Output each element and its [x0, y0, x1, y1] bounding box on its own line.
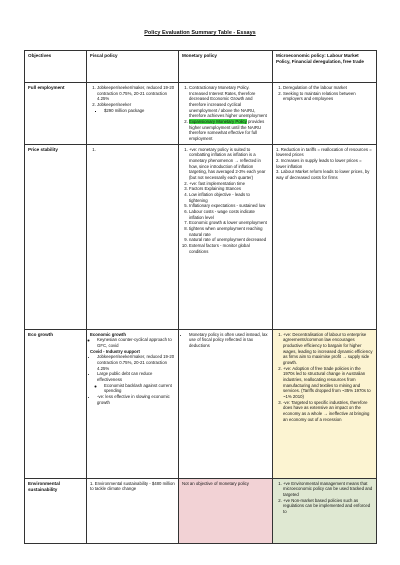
list-item: ◦ Keynesian counter-cyclical approach to GFC, covid	[97, 337, 175, 348]
page-title: Policy Evaluation Summary Table - Essays	[144, 30, 256, 36]
list-item: 5. Inflationary expectations - sustained low	[189, 203, 269, 209]
list-item: 1. Deregulation of the labour market	[283, 85, 373, 91]
list-item: 10. External factors - monitor global conditions	[189, 243, 269, 254]
list-item-text: Large public debt can reduce effectiveness	[97, 371, 153, 383]
list-item: 2. +ve: fast implementation time	[189, 181, 269, 187]
text-line: 3. Labour Market reform leads to lower prices, by way of decreased costs for firms	[276, 169, 370, 181]
fiscal-full-employment	[87, 83, 179, 145]
text-line: 1. Reduction in tariffs = reallocation of resources = lowered prices	[276, 146, 372, 158]
table-row-eco-growth	[25, 329, 377, 478]
list-item-text: Jobkeeper/seeker	[97, 102, 132, 108]
list-item: 7. Economic growth & lower unemployment	[189, 220, 269, 226]
text-line: 2. Increases in supply leads to lower prices = lower inflation	[276, 158, 362, 169]
list-item	[189, 119, 269, 142]
monetary-eco-growth	[179, 329, 273, 478]
monetary-full-employment	[179, 83, 273, 145]
table-header-row	[25, 51, 377, 83]
text-line: 1. Environmental sustainability - $480 million to tackle climate change	[90, 480, 175, 492]
list-item	[97, 147, 175, 153]
micro-price-stability	[273, 144, 377, 329]
list-item: 6. Labour costs - wage costs indicate inflation level	[189, 209, 269, 220]
list-item: 2. Seeking to maintain relations between employers and employees	[283, 91, 373, 102]
list-item: 2. +ve Non-market based policies such as regulations can be implemented and enforced to	[283, 498, 373, 515]
micro-environmental	[273, 478, 377, 543]
list-item: 3. Factors Explaining Stances	[189, 186, 269, 192]
section-heading: Economic growth	[90, 331, 127, 337]
list-item: • Jobkeeper/seeker/maker, reduced 19-20 contraction 0.75%, 20-21 contraction 4.25%	[97, 354, 175, 371]
monetary-price-stability	[179, 144, 273, 329]
list-item: 1. +ve: monetary policy is suited to combatting inflation as inflation is a monetary phenomenon → reflected in how, since introduction of inflation targeting, has averaged 2-3% each year (but not necessarily each quarter)	[189, 147, 269, 181]
header-fiscal-policy: Fiscal policy	[87, 51, 179, 83]
header-microeconomic-policy: Microeconomic policy: Labour Market Policy, Financial deregulation, free trade	[273, 51, 377, 83]
header-monetary-policy: Monetary policy	[179, 51, 273, 83]
list-item-text: provides higher unemployment until the NAIRU therefore somewhat effective for full employment	[189, 119, 265, 142]
list-item: 1. Contractionary Monetary Policy. Increased Interest Rates, therefore decreased Economic Growth and therefore increased cyclical unemployment / above the NAIRU, therefore achieves higher unemployment	[189, 85, 269, 119]
list-item: 2. +ve: Adoption of free trade policies in the 1970s led to structural change in Australian industries, reallocating resources from manufacturing and textiles to mining and services. (Tariffs dropped from ~35% 1970s to ~1% 2010)	[283, 366, 373, 400]
objective-full-employment: Full employment	[25, 83, 87, 145]
table-row-price-stability	[25, 144, 377, 329]
objective-price-stability: Price stability	[25, 144, 87, 329]
fiscal-price-stability	[87, 144, 179, 329]
list-item: 1. +ve: Decentralisation of labour to enterprise agreements/common law encourages productive efficiency to bargain for higher wages, leading to increased dynamic efficiency as firms aim to maximise profit → supply side growth.	[283, 332, 373, 366]
micro-eco-growth	[273, 329, 377, 478]
table-row-environmental-sustainability	[25, 478, 377, 543]
sub-list-item: ◦ Economist backlash against current spending	[104, 383, 175, 394]
section-heading: Covid - Industry support	[90, 348, 140, 354]
list-item: • Monetary policy is often used instead, lax use of fiscal policy reflected in tax deductions	[189, 332, 269, 349]
list-item: 9. natural rate of unemployment decreased	[189, 237, 269, 243]
objective-eco-growth: Eco growth	[25, 329, 87, 478]
policy-evaluation-table	[24, 50, 377, 544]
header-objectives: Objectives	[25, 51, 87, 83]
objective-environmental-sustainability: Environmental sustainability	[25, 478, 87, 543]
sub-list-item: ▪ $290 million package	[104, 108, 175, 114]
list-item	[97, 102, 175, 113]
text-line: Not an objective of monetary policy	[182, 480, 249, 486]
list-item: • -ve: less effective in slowing economic growth	[97, 394, 175, 405]
list-item: 8. tightens when unemployment reaching natural rate	[189, 226, 269, 237]
list-item: 4. Low inflation objective - leads to tightening	[189, 192, 269, 203]
table-row-full-employment	[25, 83, 377, 145]
list-item	[97, 371, 175, 394]
monetary-environmental	[179, 478, 273, 543]
list-item: 1. Jobkeeper/seeker/maker, reduced 19-20 contraction 0.75%, 20-21 contraction 4.25%	[97, 85, 175, 102]
list-item: 3. -ve: Targeted to specific industries, therefore does have as extensive an impact on the economy as a whole → ineffective at bringing an economy out of a recession	[283, 400, 373, 423]
list-item: 1. +ve Environmental management means that microeconomic policy can be used tracked and targeted	[283, 481, 373, 498]
fiscal-eco-growth	[87, 329, 179, 478]
micro-full-employment	[273, 83, 377, 145]
highlighted-text: Expansionary Monetary Policy	[189, 119, 247, 125]
fiscal-environmental	[87, 478, 179, 543]
